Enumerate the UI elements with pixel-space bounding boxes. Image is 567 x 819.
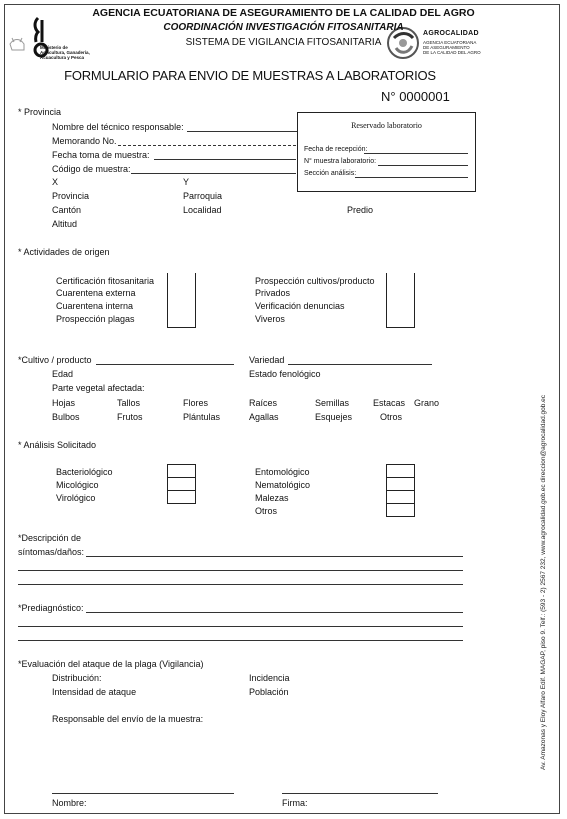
memorando-label: Memorando No. — [52, 136, 117, 146]
parte-esquejes: Esquejes — [315, 412, 353, 422]
agrocalidad-subtitle: AGENCIA ECUATORIANA DE ASEGURAMIENTO DE LA CALIDAD DEL AGRO — [423, 40, 481, 55]
actividad-cuarentena-interna: Cuarentena interna — [56, 301, 134, 311]
actividad-viveros: Viveros — [255, 314, 285, 324]
coordination-name: COORDINACIÓN INVESTIGACIÓN FITOSANITARIA — [163, 22, 404, 33]
fecha-toma-field[interactable] — [154, 159, 296, 160]
analisis-virologico: Virológico — [56, 493, 96, 503]
parte-hojas: Hojas — [52, 398, 76, 408]
parroquia-label: Parroquia — [183, 191, 223, 201]
contact-footer: Av. Amazonas y Eloy Alfaro Edif. MAGAP, piso 9. Telf.: (593 - 2) 2567 232, www.agrocalidad.gob.ec direccion@agrocalidad.gob.ec — [540, 394, 547, 770]
parte-frutos: Frutos — [117, 412, 143, 422]
agrocalidad-title: AGROCALIDAD — [423, 30, 479, 37]
parte-raices: Raíces — [249, 398, 278, 408]
variedad-label: Variedad — [249, 355, 285, 365]
agency-name: AGENCIA ECUATORIANA DE ASEGURAMIENTO DE LA CALIDAD DEL AGRO — [92, 7, 475, 19]
checkbox-virologico[interactable] — [167, 490, 196, 504]
reservado-title: Reservado laboratorio — [351, 121, 422, 130]
canton-label: Cantón — [52, 205, 82, 215]
prediagnostico-field-1[interactable] — [86, 612, 463, 613]
analisis-micologico: Micológico — [56, 480, 99, 490]
seccion-field[interactable] — [355, 177, 468, 178]
nombre-label: Nombre: — [52, 798, 87, 808]
memorando-field[interactable] — [118, 145, 296, 146]
parte-bulbos: Bulbos — [52, 412, 80, 422]
analisis-malezas: Malezas — [255, 493, 289, 503]
parte-estacas: Estacas — [373, 398, 406, 408]
responsable-label: Responsable del envío de la muestra: — [52, 714, 204, 724]
cultivo-heading: *Cultivo / producto — [18, 355, 92, 365]
checkbox-otros[interactable] — [386, 503, 415, 517]
firma-label: Firma: — [282, 798, 308, 808]
intensidad-label: Intensidad de ataque — [52, 687, 137, 697]
form-title: FORMULARIO PARA ENVIO DE MUESTRAS A LABORATORIOS — [64, 68, 436, 83]
descripcion-heading: *Descripción de — [18, 533, 82, 543]
distribucion-label: Distribución: — [52, 673, 102, 683]
checkbox-micologico[interactable] — [167, 477, 196, 491]
checkbox-nematologico[interactable] — [386, 477, 415, 491]
analisis-nematologico: Nematológico — [255, 480, 311, 490]
edad-label: Edad — [52, 369, 74, 379]
sintomas-field-1[interactable] — [86, 556, 463, 557]
actividad-verificacion: Verificación denuncias — [255, 301, 345, 311]
analisis-bacteriologico: Bacteriológico — [56, 467, 113, 477]
actividades-left-checkbox[interactable] — [167, 273, 196, 328]
parte-plantulas: Plántulas — [183, 412, 221, 422]
parte-otros: Otros — [380, 412, 403, 422]
variedad-field[interactable] — [288, 364, 432, 365]
evaluacion-heading: *Evaluación del ataque de la plaga (Vigilancia) — [18, 659, 204, 669]
prediagnostico-field-3[interactable] — [18, 640, 463, 641]
form-number: N° 0000001 — [381, 89, 450, 104]
localidad-label: Localidad — [183, 205, 222, 215]
checkbox-entomologico[interactable] — [386, 464, 415, 478]
cultivo-field[interactable] — [96, 364, 234, 365]
actividad-prospeccion-plagas: Prospección plagas — [56, 314, 135, 324]
incidencia-label: Incidencia — [249, 673, 290, 683]
analisis-entomologico: Entomológico — [255, 467, 310, 477]
parte-tallos: Tallos — [117, 398, 141, 408]
actividad-privados: Privados — [255, 288, 291, 298]
estado-fenologico-label: Estado fenológico — [249, 369, 321, 379]
prediagnostico-heading: *Prediagnóstico: — [18, 603, 84, 613]
checkbox-bacteriologico[interactable] — [167, 464, 196, 478]
codigo-field[interactable] — [131, 173, 296, 174]
sintomas-field-2[interactable] — [18, 570, 463, 571]
fecha-toma-label: Fecha toma de muestra: — [52, 150, 150, 160]
parte-flores: Flores — [183, 398, 209, 408]
parte-grano: Grano — [414, 398, 440, 408]
actividad-certificacion: Certificación fitosanitaria — [56, 276, 155, 286]
x-label: X — [52, 177, 59, 187]
actividades-right-checkbox[interactable] — [386, 273, 415, 328]
y-label: Y — [183, 177, 190, 187]
actividad-cuarentena-externa: Cuarentena externa — [56, 288, 136, 298]
tecnico-label: Nombre del técnico responsable: — [52, 122, 184, 132]
system-name: SISTEMA DE VIGILANCIA FITOSANITARIA — [185, 37, 382, 48]
predio-label: Predio — [347, 205, 374, 215]
numero-muestra-label: N° muestra laboratorio: — [304, 158, 377, 165]
actividad-prospeccion-cultivos: Prospección cultivos/producto — [255, 276, 375, 286]
codigo-label: Código de muestra: — [52, 164, 131, 174]
nombre-field[interactable] — [52, 793, 234, 794]
fecha-recepcion-label: Fecha de recepción: — [304, 146, 368, 153]
analisis-heading: * Análisis Solicitado — [18, 440, 97, 450]
provincia-label: Provincia — [52, 191, 90, 201]
poblacion-label: Población — [249, 687, 289, 697]
parte-vegetal-label: Parte vegetal afectada: — [52, 383, 145, 393]
altitud-label: Altitud — [52, 219, 78, 229]
tecnico-field[interactable] — [187, 131, 297, 132]
firma-field[interactable] — [282, 793, 438, 794]
sintomas-field-3[interactable] — [18, 584, 463, 585]
prediagnostico-field-2[interactable] — [18, 626, 463, 627]
fecha-recepcion-field[interactable] — [364, 153, 468, 154]
seccion-label: Sección análisis: — [304, 170, 357, 177]
numero-muestra-field[interactable] — [378, 165, 468, 166]
ministry-name: Ministerio de Agricultura, Ganadería, Acuacultura y Pesca — [40, 45, 90, 60]
checkbox-malezas[interactable] — [386, 490, 415, 504]
actividades-heading: * Actividades de origen — [18, 247, 110, 257]
provincia-heading: * Provincia — [18, 107, 62, 117]
parte-agallas: Agallas — [249, 412, 279, 422]
analisis-otros: Otros — [255, 506, 278, 516]
parte-semillas: Semillas — [315, 398, 350, 408]
sintomas-label: síntomas/daños: — [18, 547, 85, 557]
